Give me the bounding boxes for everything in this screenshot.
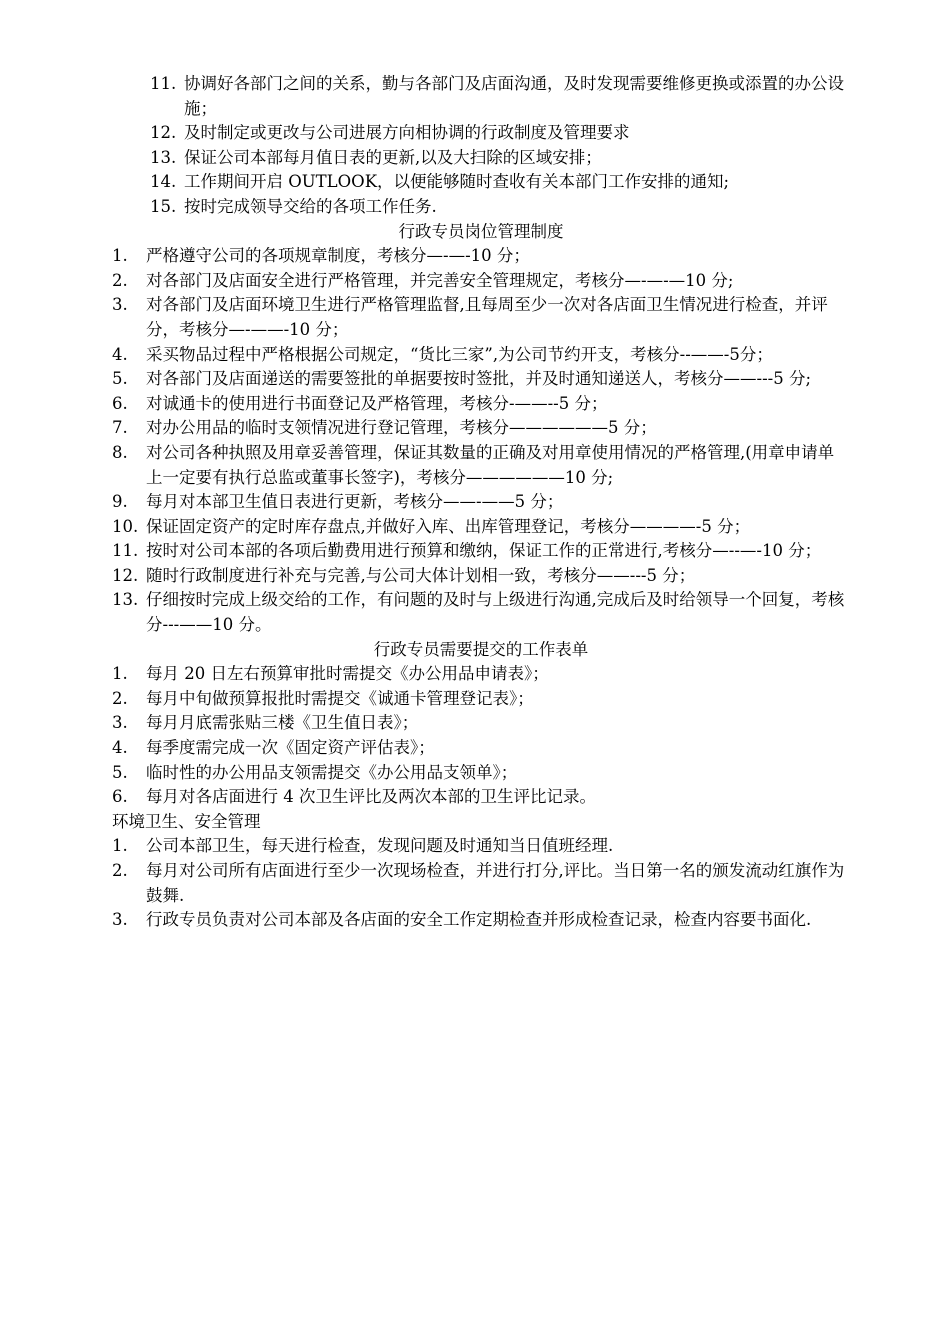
list-item (112, 564, 850, 589)
post-management-rules-list (112, 244, 850, 638)
list-item-text: 对办公用品的临时支领情况进行登记管理，考核分——————5 分； (146, 418, 657, 438)
list-item (112, 170, 850, 195)
list-item (112, 736, 850, 761)
list-item-number: 12. (150, 123, 177, 143)
list-item-text: 工作期间开启 OUTLOOK，以便能够随时查收有关本部门工作安排的通知; (184, 172, 730, 192)
list-item (112, 343, 850, 368)
list-item (112, 72, 850, 121)
list-item-text: 保证固定资产的定时库存盘点,并做好入库、出库管理登记，考核分————-5 分； (146, 516, 751, 536)
list-item (112, 711, 850, 736)
list-item (112, 490, 850, 515)
list-item (112, 908, 850, 933)
list-item-number: 3. (112, 910, 128, 930)
list-item-number: 1. (112, 246, 128, 266)
list-item-text: 每月对本部卫生值日表进行更新，考核分——-——5 分； (146, 492, 564, 512)
list-item-text: 每月中旬做预算报批时需提交《诚通卡管理登记表》； (146, 688, 534, 708)
list-item-text: 行政专员负责对公司本部及各店面的安全工作定期检查并形成检查记录，检查内容要书面化. (146, 910, 812, 930)
list-item-number: 2. (112, 688, 128, 708)
list-item-number: 3. (112, 295, 128, 315)
list-item-text: 按时对公司本部的各项后勤费用进行预算和缴纳，保证工作的正常进行,考核分—--—-10 分； (146, 541, 822, 561)
list-item-text: 仔细按时完成上级交给的工作，有问题的及时与上级进行沟通,完成后及时给领导一个回复，考核分---——10 分。 (146, 590, 845, 635)
list-item-number: 13. (150, 147, 177, 167)
list-item-text: 保证公司本部每月值日表的更新,以及大扫除的区域安排； (184, 147, 602, 167)
list-item-number: 12. (112, 565, 139, 585)
list-item-text: 临时性的办公用品支领需提交《办公用品支领单》； (146, 762, 518, 782)
list-item (112, 859, 850, 908)
list-item-number: 2. (112, 861, 128, 880)
list-item-text: 随时行政制度进行补充与完善,与公司大体计划相一致，考核分——---5 分； (146, 565, 696, 585)
list-item (112, 761, 850, 786)
list-item (112, 588, 850, 637)
section-heading-work-forms: 行政专员需要提交的工作表单 (373, 639, 589, 659)
list-item (112, 146, 850, 171)
continued-duty-list (112, 72, 850, 220)
section-heading-hygiene-safety: 环境卫生、安全管理 (112, 811, 261, 831)
list-item-text: 协调好各部门之间的关系，勤与各部门及店面沟通，及时发现需要维修更换或添置的办公设施； (184, 74, 844, 118)
list-item (112, 834, 850, 859)
list-item (112, 195, 850, 220)
list-item-text: 采买物品过程中严格根据公司规定，“货比三家”,为公司节约开支，考核分--——-5分； (146, 344, 773, 364)
list-item (112, 367, 850, 392)
list-item-number: 3. (112, 713, 128, 733)
list-item-number: 2. (112, 270, 128, 290)
list-item-number: 11. (112, 541, 139, 561)
list-item-number: 6. (112, 787, 128, 807)
list-item-number: 8. (112, 442, 128, 462)
list-item (112, 244, 850, 269)
list-item-text: 公司本部卫生，每天进行检查，发现问题及时通知当日值班经理. (146, 836, 614, 856)
list-item-number: 4. (112, 344, 128, 364)
list-item-number: 6. (112, 393, 128, 413)
list-item-number: 15. (150, 196, 177, 216)
list-item-number: 1. (112, 836, 128, 856)
list-item-text: 对公司各种执照及用章妥善管理，保证其数量的正确及对用章使用情况的严格管理,(用章申请单上一定要有执行总监或董事长签字)，考核分——————10 分; (146, 442, 835, 487)
list-item (112, 121, 850, 146)
work-forms-list (112, 662, 850, 810)
list-item-number: 13. (112, 590, 139, 610)
list-item (112, 687, 850, 712)
list-item-text: 对各部门及店面环境卫生进行严格管理监督,且每周至少一次对各店面卫生情况进行检查，并评分，考核分—-——-10 分； (146, 295, 828, 339)
list-item-number: 1. (112, 664, 128, 684)
list-item (112, 785, 850, 810)
list-item (112, 392, 850, 417)
list-item-text: 对各部门及店面安全进行严格管理，并完善安全管理规定，考核分—-—-—10 分; (146, 270, 734, 290)
list-item-number: 4. (112, 738, 128, 758)
list-item-text: 对各部门及店面递送的需要签批的单据要按时签批，并及时通知递送人，考核分——---5 分; (146, 369, 812, 389)
section-heading-post-management: 行政专员岗位管理制度 (398, 221, 564, 241)
list-item-number: 5. (112, 762, 128, 782)
list-item-text: 每季度需完成一次《固定资产评估表》； (146, 738, 435, 758)
list-item (112, 416, 850, 441)
list-item-number: 14. (150, 172, 177, 192)
list-item-text: 及时制定或更改与公司进展方向相协调的行政制度及管理要求 (184, 123, 630, 143)
list-item (112, 293, 850, 342)
hygiene-safety-list (112, 834, 850, 932)
list-item (112, 662, 850, 687)
list-item-number: 9. (112, 492, 128, 512)
list-item (112, 269, 850, 294)
list-item-text: 对诚通卡的使用进行书面登记及严格管理，考核分-——--5 分； (146, 393, 608, 413)
list-item-number: 5. (112, 369, 128, 389)
list-item (112, 539, 850, 564)
list-item-text: 按时完成领导交给的各项工作任务. (184, 196, 437, 216)
list-item-text: 每月 20 日左右预算审批时需提交《办公用品申请表》； (146, 664, 549, 684)
list-item (112, 515, 850, 540)
list-item (112, 441, 850, 490)
list-item-number: 7. (112, 418, 128, 438)
list-item-number: 10. (112, 516, 139, 536)
list-item-text: 每月对公司所有店面进行至少一次现场检查，并进行打分,评比。当日第一名的颁发流动红旗作为鼓舞. (146, 861, 845, 905)
list-item-number: 11. (150, 74, 177, 93)
list-item-text: 严格遵守公司的各项规章制度，考核分—-—-10 分； (146, 246, 530, 266)
list-item-text: 每月对各店面进行 4 次卫生评比及两次本部的卫生评比记录。 (146, 787, 596, 807)
list-item-text: 每月月底需张贴三楼《卫生值日表》； (146, 713, 419, 733)
